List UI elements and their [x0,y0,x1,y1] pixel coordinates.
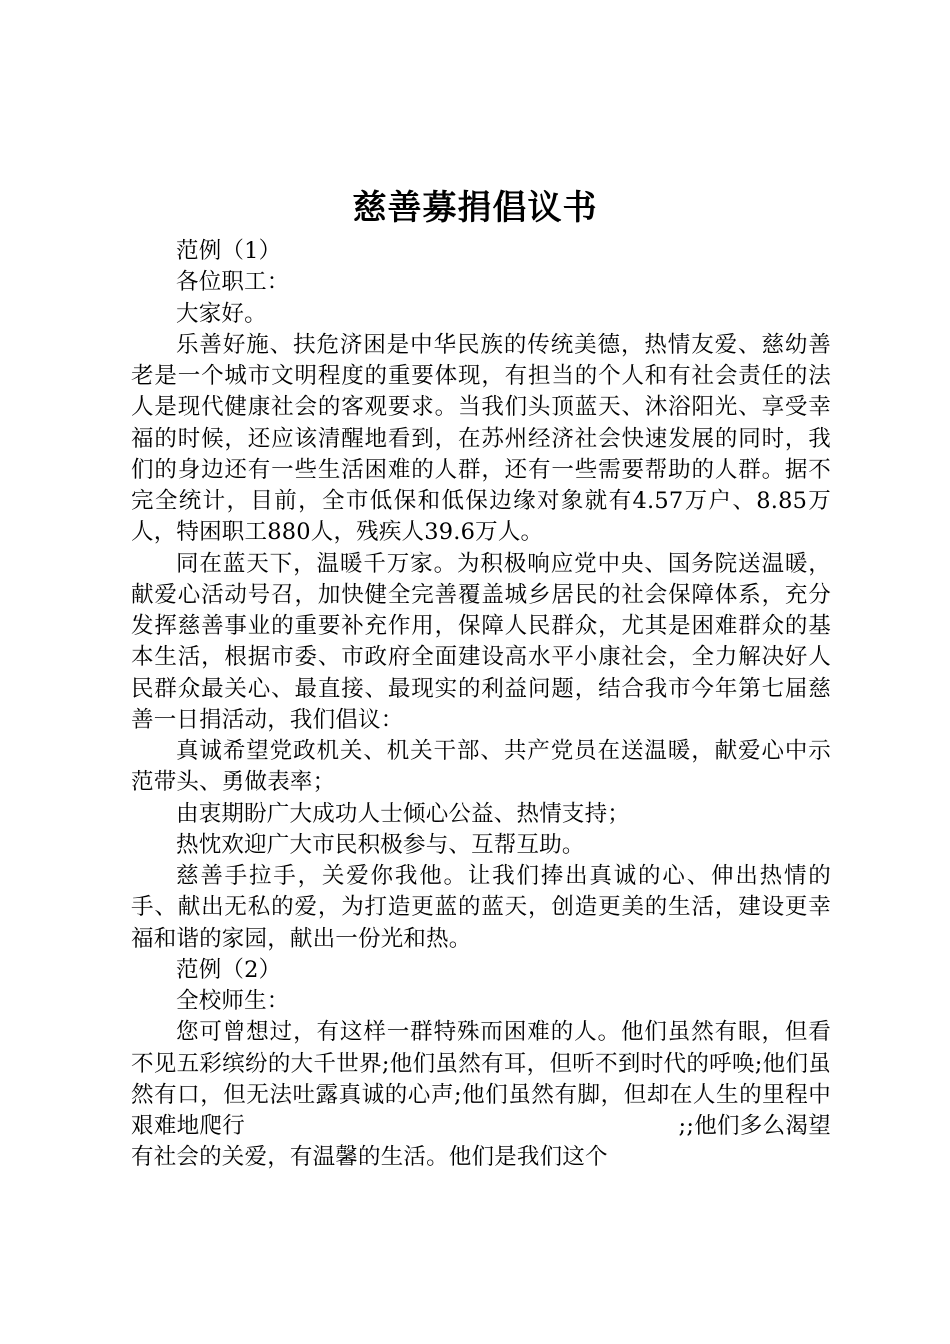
paragraph-proposal-1: 真诚希望党政机关、机关干部、共产党员在送温暖，献爱心中示范带头、勇做表率； [131,738,831,796]
paragraph-proposal-2: 由衷期盼广大成功人士倾心公益、热情支持； [176,800,631,827]
paragraph-example-1-label: 范例（1） [176,238,282,264]
document-body [131,236,831,1174]
paragraph-salutation-2: 全校师生： [176,988,290,1014]
document-title: 慈善募捐倡议书 [352,188,598,228]
paragraph-salutation-1: 各位职工： [176,269,290,296]
paragraph-body-2: 同在蓝天下，温暖千万家。为积极响应党中央、国务院送温暖，献爱心活动号召，加快健全完善覆盖城乡居民的社会保障体系，充分发挥慈善事业的重要补充作用，保障人民群众，尤其是困难群众的基本生活，根据市委、市政府全面建设高水平小康社会，全力解决好人民群众最关心、最直接、最现实的利益问题，结合我市今年第七届慈善一日捐活动，我们倡议： [131,550,831,733]
paragraph-proposal-3: 热忱欢迎广大市民积极参与、互帮互助。 [176,831,585,858]
paragraph-body-3: 您可曾想过，有这样一群特殊而困难的人。他们虽然有眼，但看不见五彩缤纷的大千世界;他们虽然有耳，但听不到时代的呼唤;他们虽然有口，但无法吐露真诚的心声;他们虽然有脚，但却在人生的里程中艰难地爬行 ;;他们多么渴望有社会的关爱，有温馨的生活。他们是我们这个 [131,1019,831,1171]
paragraph-example-2-label: 范例（2） [176,956,282,983]
paragraph-greeting: 大家好。 [176,300,267,327]
paragraph-closing-1: 慈善手拉手，关爱你我他。让我们捧出真诚的心、伸出热情的手、献出无私的爱，为打造更蓝的蓝天，创造更美的生活，建设更幸福和谐的家园，献出一份光和热。 [131,863,831,952]
paragraph-body-1: 乐善好施、扶危济困是中华民族的传统美德，热情友爱、慈幼善老是一个城市文明程度的重要体现，有担当的个人和有社会责任的法人是现代健康社会的客观要求。当我们头顶蓝天、沐浴阳光、享受幸福的时候，还应该清醒地看到，在苏州经济社会快速发展的同时，我们的身边还有一些生活困难的人群，还有一些需要帮助的人群。据不完全统计，目前，全市低保和低保边缘对象就有4.57万户、8.85万人，特困职工880人，残疾人39.6万人。 [131,331,831,546]
